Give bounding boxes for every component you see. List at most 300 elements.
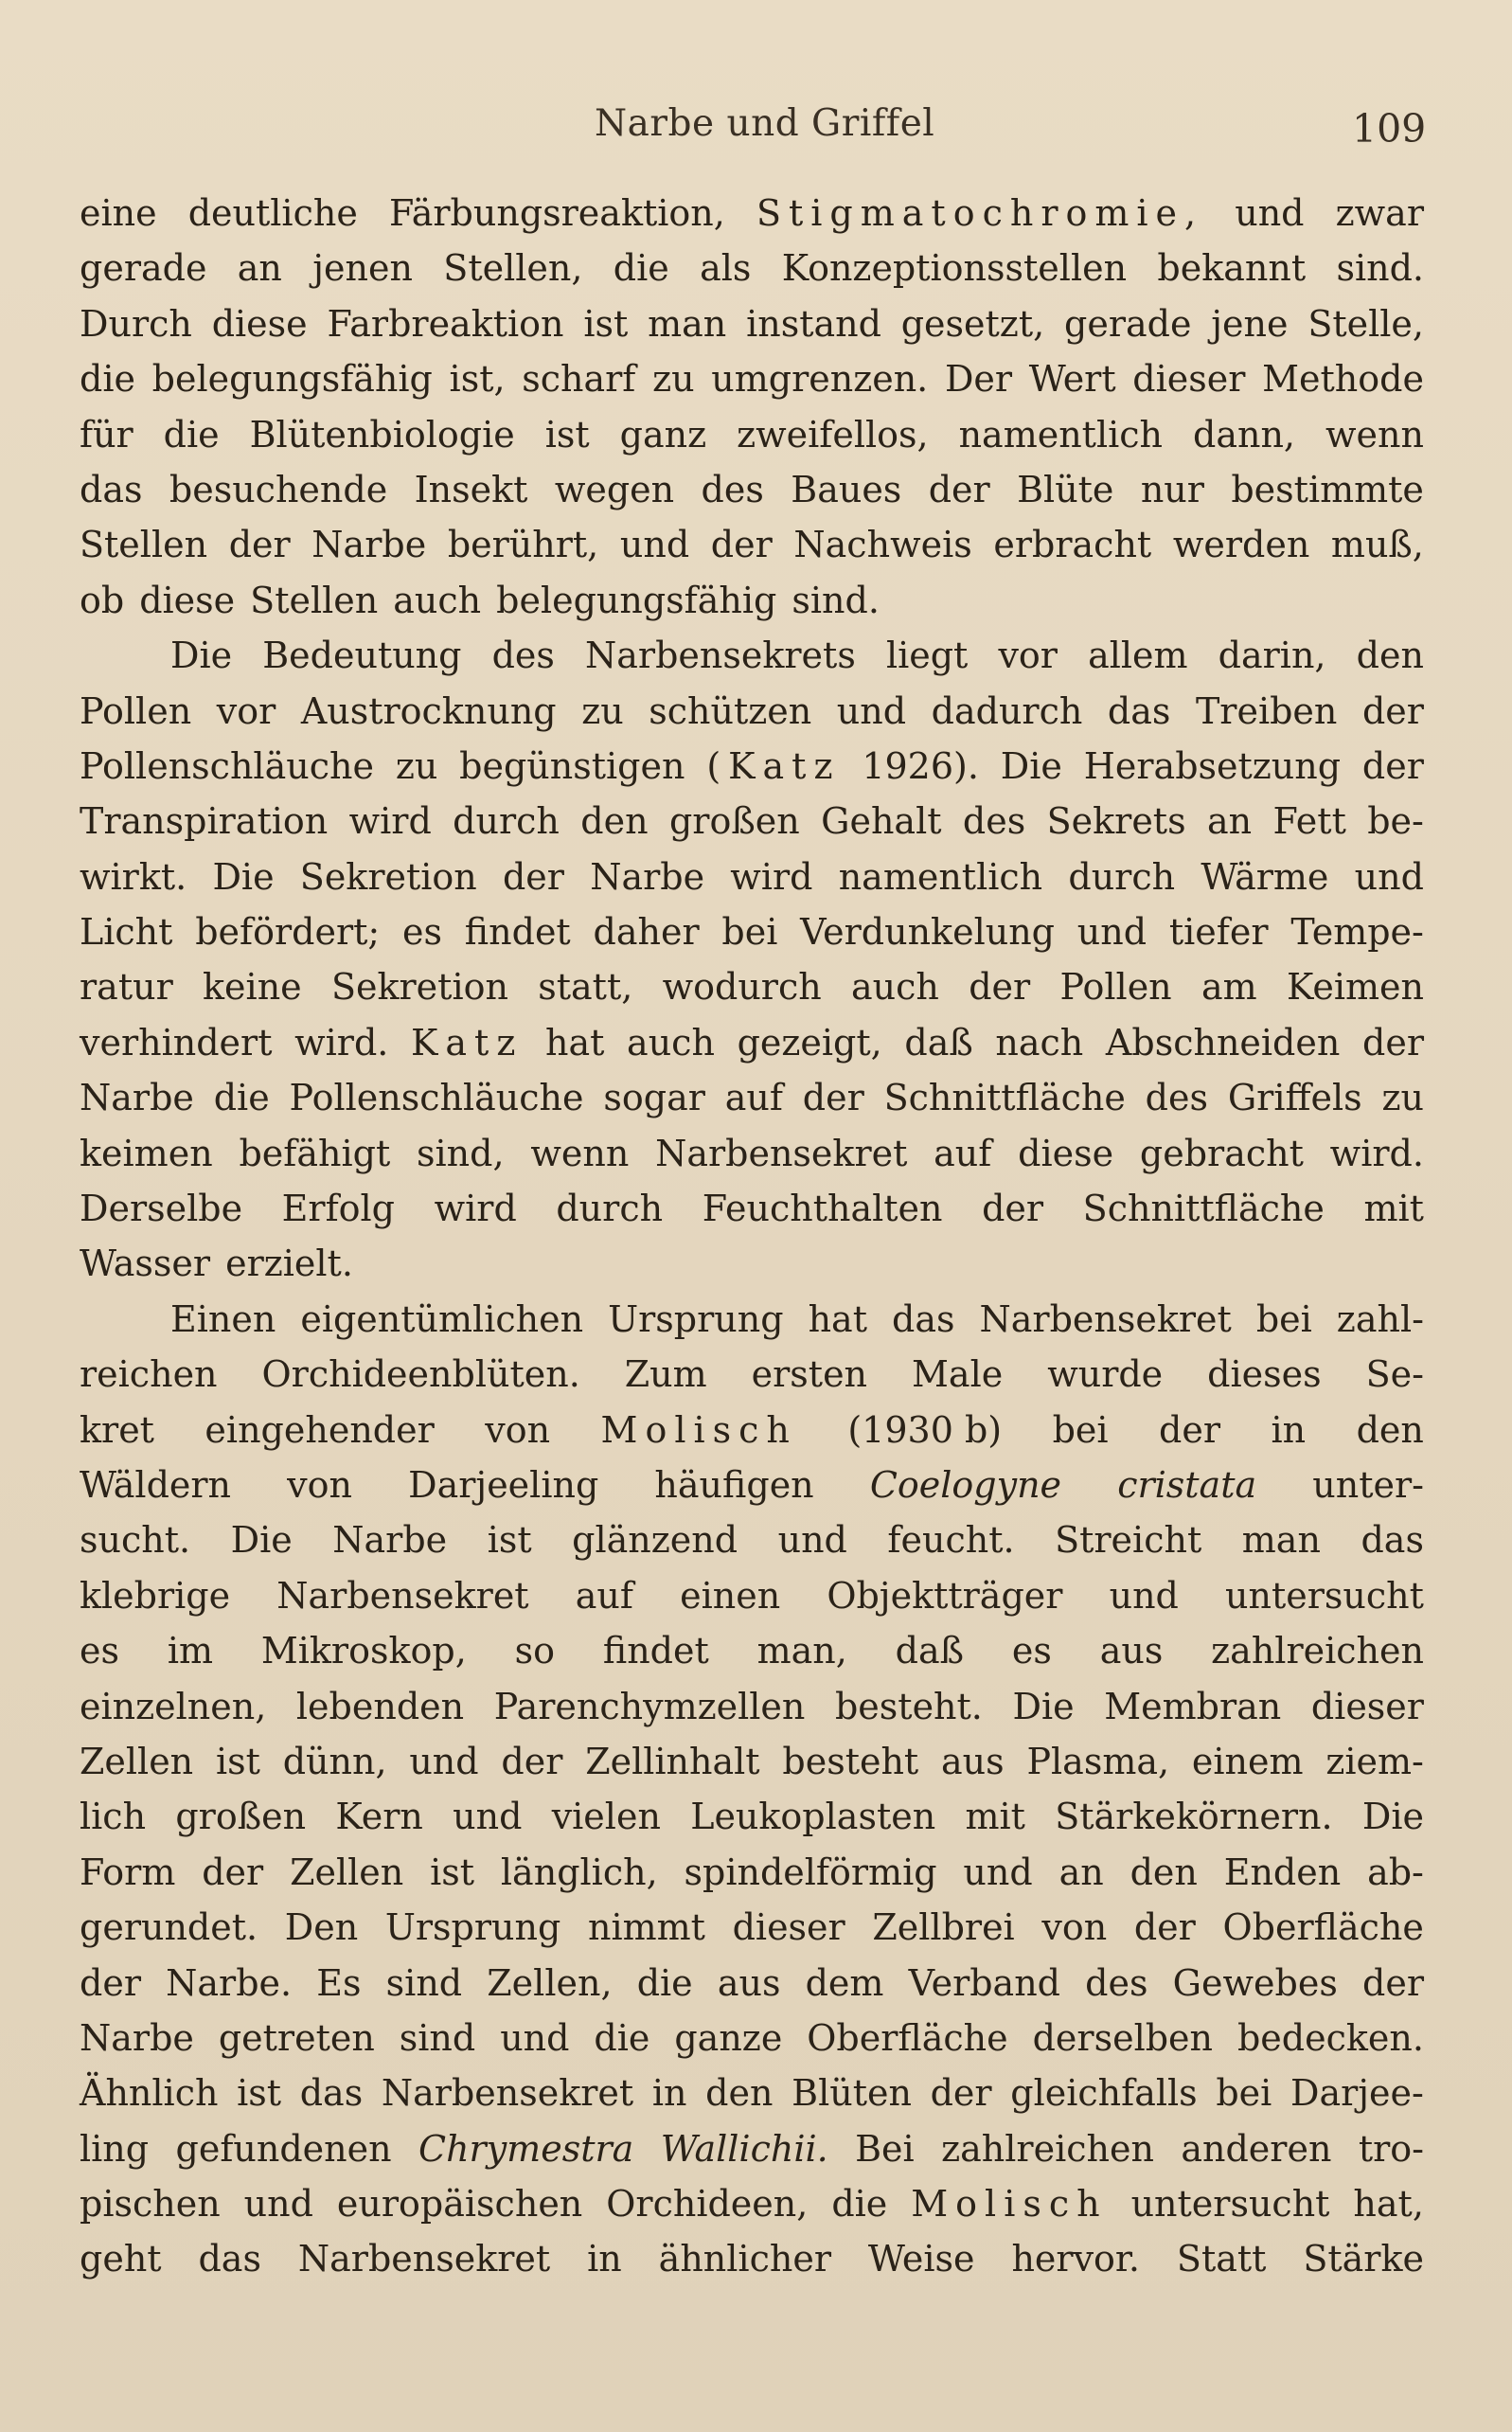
word: Narbensekrets [585, 635, 856, 677]
word: bei [1255, 1297, 1312, 1340]
word: Verband [908, 1961, 1061, 2004]
word: spindelförmig [684, 1851, 937, 1893]
word: mit [1363, 1188, 1424, 1230]
word: muß, [1330, 524, 1424, 566]
word: Form [80, 1851, 176, 1893]
word: keimen [80, 1132, 213, 1174]
text-line [80, 1347, 1424, 1402]
word: gefundenen [175, 2127, 392, 2170]
text-line [80, 1236, 1424, 1291]
word: hat [808, 1297, 867, 1340]
word: anderen [1181, 2127, 1332, 2170]
text-line [80, 1292, 1424, 1347]
word: den [705, 2072, 774, 2115]
word: vielen [551, 1796, 661, 1838]
word: dem [805, 1961, 884, 2004]
word: findet [602, 1630, 709, 1672]
word: großen [668, 800, 800, 843]
word: von [1041, 1906, 1108, 1949]
word: es [402, 911, 442, 954]
word: zahlreichen [941, 2127, 1154, 2170]
word: Oberfläche [807, 2016, 1008, 2059]
word: Stärkekörnern. [1055, 1796, 1333, 1838]
word: Pollen [1059, 966, 1172, 1009]
word: wenn [530, 1132, 630, 1174]
word: Narbensekret [381, 2072, 634, 2115]
word: des [491, 635, 555, 677]
word: ratur [80, 966, 173, 1009]
word: der [1361, 744, 1424, 787]
word: Die [170, 635, 233, 677]
word: Griffels [1227, 1077, 1362, 1119]
word: aus [717, 1961, 781, 2004]
word: der [802, 1077, 864, 1119]
word: sind [385, 1961, 463, 2004]
word: dieses [1207, 1353, 1322, 1396]
text-line [80, 1015, 1424, 1070]
word: 1926). [862, 744, 979, 787]
text-line [80, 2231, 1424, 2286]
word: von [485, 1408, 551, 1451]
word: der [1133, 1906, 1196, 1949]
word: Methode [1262, 358, 1424, 401]
word: der [228, 524, 291, 566]
word: mit [965, 1796, 1025, 1838]
word: Ursprung [608, 1297, 784, 1340]
word: des [962, 800, 1026, 843]
word: aus [941, 1740, 1005, 1782]
word: Zellen [80, 1740, 194, 1782]
text-line [80, 1070, 1424, 1125]
word: Se- [1365, 1353, 1424, 1396]
word: reichen [80, 1353, 218, 1396]
word: zu [652, 358, 695, 401]
word: das [892, 1297, 955, 1340]
word: von [287, 1463, 352, 1506]
word: Konzeptionsstellen [781, 247, 1128, 290]
word: und [963, 1851, 1033, 1893]
word: wenn [1325, 413, 1424, 456]
text-line [80, 2011, 1424, 2065]
word: zweifellos, [737, 413, 929, 456]
word: statt, [538, 966, 633, 1009]
word: auf [934, 1132, 992, 1174]
word: wird [348, 800, 432, 843]
word: keine [203, 966, 302, 1009]
word: sind. [792, 579, 880, 621]
word: deutliche [187, 192, 358, 234]
word: ist [430, 1851, 475, 1893]
word: der [1362, 1961, 1424, 2004]
word: dann, [1193, 413, 1296, 456]
word: in [651, 2072, 687, 2115]
word: Narbe [311, 524, 427, 566]
text-line [80, 1126, 1424, 1181]
word: ling [80, 2127, 150, 2170]
word: Schnittfläche [883, 1077, 1126, 1119]
word: und [409, 1740, 479, 1782]
word: dünn, [282, 1740, 387, 1782]
word: und [1109, 1574, 1179, 1617]
text-line [80, 2065, 1424, 2120]
word: Derselbe [80, 1188, 243, 1230]
word: jenen [312, 247, 413, 290]
word: eigentümlichen [300, 1297, 584, 1340]
word: der [969, 966, 1031, 1009]
word: begünstigen [459, 744, 685, 787]
word: die [594, 2016, 650, 2059]
word: Darjee- [1290, 2072, 1424, 2115]
word: zwar [1335, 192, 1424, 234]
word: ist [215, 1740, 260, 1782]
word: das [80, 468, 143, 510]
word: Pollen [80, 689, 192, 732]
text-line [80, 628, 1424, 683]
word: Stellen, [443, 247, 583, 290]
word: eingehender [205, 1408, 435, 1451]
word: ganz [619, 413, 707, 456]
word: gerade [80, 247, 207, 290]
word: Leukoplasten [690, 1796, 936, 1838]
word: Tempe- [1290, 911, 1424, 954]
word: Zellinhalt [585, 1740, 760, 1782]
word: instand [746, 302, 881, 345]
word: jene [1211, 302, 1289, 345]
word: gezeigt, [737, 1021, 882, 1064]
text-line [80, 1789, 1424, 1844]
word: Ursprung [384, 1906, 561, 1949]
word: Plasma, [1026, 1740, 1170, 1782]
word: an [1058, 1851, 1104, 1893]
word: und [453, 1796, 523, 1838]
word: des [701, 468, 764, 510]
word: Blüte [1017, 468, 1114, 510]
word: als [700, 247, 752, 290]
word: ist [583, 302, 629, 345]
word: und [777, 1519, 847, 1562]
word: Stigmatochromie, [756, 192, 1204, 234]
word: pischen [80, 2183, 221, 2226]
word: für [80, 413, 133, 456]
word: der [80, 1961, 141, 2004]
word: Membran [1104, 1685, 1282, 1727]
word: des [1085, 1961, 1148, 2004]
word: kret [80, 1408, 154, 1451]
word: Schnittfläche [1082, 1188, 1325, 1230]
word: Bei [855, 2127, 915, 2170]
word: bekannt [1157, 247, 1307, 290]
word: Durch [80, 302, 192, 345]
word: die [831, 2183, 888, 2226]
word: darin, [1218, 635, 1326, 677]
word: gerade [1064, 302, 1192, 345]
word: Narbe [80, 2016, 194, 2059]
text-line [80, 959, 1424, 1014]
word: der [930, 2072, 992, 2115]
word: Der [944, 358, 1013, 401]
word: ob [80, 579, 125, 621]
word: der [1362, 1021, 1424, 1064]
word: es [80, 1630, 119, 1672]
word: befördert; [195, 911, 381, 954]
word: Molisch [911, 2183, 1108, 2226]
word: Mikroskop, [260, 1630, 467, 1672]
word: Narbensekret [655, 1132, 908, 1174]
word: ziem- [1325, 1740, 1424, 1782]
word: Ähnlich [80, 2072, 219, 2115]
word: Pollenschläuche [289, 1077, 584, 1119]
word: zu [395, 744, 438, 787]
text-line [80, 1568, 1424, 1623]
text-line [80, 186, 1424, 241]
word: Wert [1028, 358, 1116, 401]
word: die [80, 358, 135, 401]
word: in [587, 2238, 622, 2280]
word: besteht [782, 1740, 919, 1782]
word: und [500, 2016, 570, 2059]
word: sucht. [80, 1519, 191, 1562]
word: Verdunkelung [800, 911, 1055, 954]
word: namentlich [838, 855, 1043, 898]
word: findet [464, 911, 571, 954]
word: der [982, 1188, 1044, 1230]
word: dieser [732, 1906, 845, 1949]
page-number: 109 [1352, 106, 1427, 152]
word: lich [80, 1796, 147, 1838]
word: hat [545, 1021, 605, 1064]
word: Zum [624, 1353, 707, 1396]
text-line [80, 849, 1424, 904]
word: europäischen [336, 2183, 583, 2226]
word: besuchende [169, 468, 388, 510]
word: Oberfläche [1222, 1906, 1424, 1949]
word: Die [1012, 1685, 1075, 1727]
word: Narbe [590, 855, 705, 898]
word: das [198, 2238, 261, 2280]
word: feucht. [887, 1519, 1015, 1562]
word: wird. [1329, 1132, 1424, 1174]
word: Keimen [1286, 966, 1424, 1009]
word: Stärke [1303, 2238, 1424, 2280]
word: wodurch [662, 966, 822, 1009]
word: Narbe [332, 1519, 448, 1562]
word: ist, [449, 358, 506, 401]
word: diese [139, 579, 236, 621]
word: Baues [791, 468, 902, 510]
word: vor [998, 635, 1058, 677]
text-line [80, 241, 1424, 295]
word: die [636, 1961, 693, 2004]
word: Treiben [1195, 689, 1338, 732]
word: an [237, 247, 282, 290]
word: sind, [417, 1132, 505, 1174]
word: sind [399, 2016, 476, 2059]
word: so [514, 1630, 556, 1672]
text-line [80, 2121, 1424, 2176]
word: durch [1068, 855, 1176, 898]
word: ab- [1367, 1851, 1424, 1893]
word: namentlich [958, 413, 1164, 456]
word: Narbe. [166, 1961, 293, 2004]
word: der [1159, 1408, 1221, 1451]
word: zu [581, 689, 624, 732]
word: Orchideenblüten. [261, 1353, 580, 1396]
word: Parenchymzellen [493, 1685, 806, 1727]
word: auf [575, 1574, 633, 1617]
word: ganze [674, 2016, 783, 2059]
text-line [80, 462, 1424, 517]
text-line [80, 407, 1424, 462]
word: wegen [554, 468, 675, 510]
word: und [836, 689, 907, 732]
word: im [167, 1630, 214, 1672]
word: klebrige [80, 1574, 231, 1617]
word: besteht. [834, 1685, 983, 1727]
word: nach [995, 1021, 1084, 1064]
word: eine [80, 192, 157, 234]
text-line [80, 573, 1424, 628]
word: daher [593, 911, 700, 954]
word: wird. [294, 1021, 389, 1064]
text-line [80, 517, 1424, 572]
word: dieser [1132, 358, 1246, 401]
word: der [501, 1740, 563, 1782]
word: Nachweis [793, 524, 972, 566]
text-line [80, 1734, 1424, 1789]
word: Feuchthalten [702, 1188, 943, 1230]
word: untersucht [1130, 2183, 1330, 2226]
word: Blütenbiologie [249, 413, 515, 456]
text-line [80, 1845, 1424, 1900]
word: Male [912, 1353, 1004, 1396]
word: bei [721, 911, 778, 954]
word: bei [1052, 1408, 1109, 1451]
word: werden [1172, 524, 1310, 566]
word: Abschneiden [1105, 1021, 1341, 1064]
word: Fett [1272, 800, 1346, 843]
text-line [80, 351, 1424, 406]
word: Es [316, 1961, 362, 2004]
word: umgrenzen. [711, 358, 929, 401]
text-line [80, 296, 1424, 351]
word: Statt [1176, 2238, 1267, 2280]
word: Pollenschläuche [80, 744, 374, 787]
word: den [1356, 1408, 1424, 1451]
word: der [202, 1851, 264, 1893]
word: Narbe [80, 1077, 194, 1119]
word: Katz [411, 1021, 524, 1064]
word: die [163, 413, 220, 456]
word: häufigen [654, 1463, 814, 1506]
word: Die [230, 1519, 293, 1562]
word: Färbungsreaktion, [388, 192, 725, 234]
word: nimmt [587, 1906, 705, 1949]
word: scharf [522, 358, 636, 401]
word: und [1076, 911, 1147, 954]
word: auf [724, 1077, 783, 1119]
word: gebracht [1139, 1132, 1304, 1174]
word: das [1107, 689, 1171, 732]
text-line [80, 1679, 1424, 1734]
word: diese [211, 302, 308, 345]
word: Die [1000, 744, 1062, 787]
word: Herabsetzung [1083, 744, 1342, 787]
word: einen [680, 1574, 781, 1617]
word: einem [1191, 1740, 1304, 1782]
word: gesetzt, [900, 302, 1045, 345]
word: das [299, 2072, 364, 2115]
word: aus [1099, 1630, 1164, 1672]
word: durch [556, 1188, 664, 1230]
word: Zellen, [487, 1961, 613, 2004]
word: am [1201, 966, 1257, 1009]
text-line [80, 794, 1424, 849]
word: diese [1018, 1132, 1114, 1174]
word: Gewebes [1172, 1961, 1338, 2004]
word: der [710, 524, 773, 566]
text-line [80, 1181, 1424, 1236]
word: die [213, 1077, 270, 1119]
text-line [80, 1900, 1424, 1955]
word: liegt [885, 635, 969, 677]
word: geht [80, 2238, 162, 2280]
word: und [243, 2183, 313, 2226]
word: befähigt [239, 1132, 391, 1174]
word: man [648, 302, 727, 345]
word: Transpiration [80, 800, 329, 843]
word: Stelle, [1307, 302, 1424, 345]
word: untersucht [1225, 1574, 1424, 1617]
word: sogar [603, 1077, 705, 1119]
word: der [1361, 689, 1424, 732]
word: Licht [80, 911, 173, 954]
running-head: Narbe und Griffel [595, 102, 935, 145]
word: berührt, [447, 524, 599, 566]
word: Narbensekret [979, 1297, 1232, 1340]
word: es [1011, 1630, 1052, 1672]
text-line [80, 1956, 1424, 2011]
word: schützen [649, 689, 812, 732]
word: (Katz [706, 744, 841, 787]
word: zu [1381, 1077, 1424, 1119]
word: Bedeutung [262, 635, 462, 677]
word: cristata [1117, 1463, 1257, 1506]
word: getreten [218, 2016, 375, 2059]
word: Sekretion [330, 966, 508, 1009]
word: an [1206, 800, 1253, 843]
word: nur [1140, 468, 1204, 510]
word: gerundet. [80, 1906, 258, 1949]
word: der [502, 855, 564, 898]
word: das [1361, 1519, 1424, 1562]
word: tro- [1358, 2127, 1424, 2170]
word: tiefer [1168, 911, 1269, 954]
word: großen [175, 1796, 307, 1838]
word: des [1145, 1077, 1208, 1119]
text-line [80, 1457, 1424, 1512]
word: durch [453, 800, 560, 843]
word: den [1130, 1851, 1198, 1893]
word: und [1354, 855, 1424, 898]
word: Zellen [290, 1851, 404, 1893]
word: den [580, 800, 649, 843]
word: die [613, 247, 669, 290]
word: Wasser [80, 1243, 211, 1285]
word: Orchideen, [606, 2183, 809, 2226]
word: Wallichii. [660, 2127, 828, 2170]
word: Darjeeling [408, 1463, 599, 1506]
word: erbracht [993, 524, 1152, 566]
